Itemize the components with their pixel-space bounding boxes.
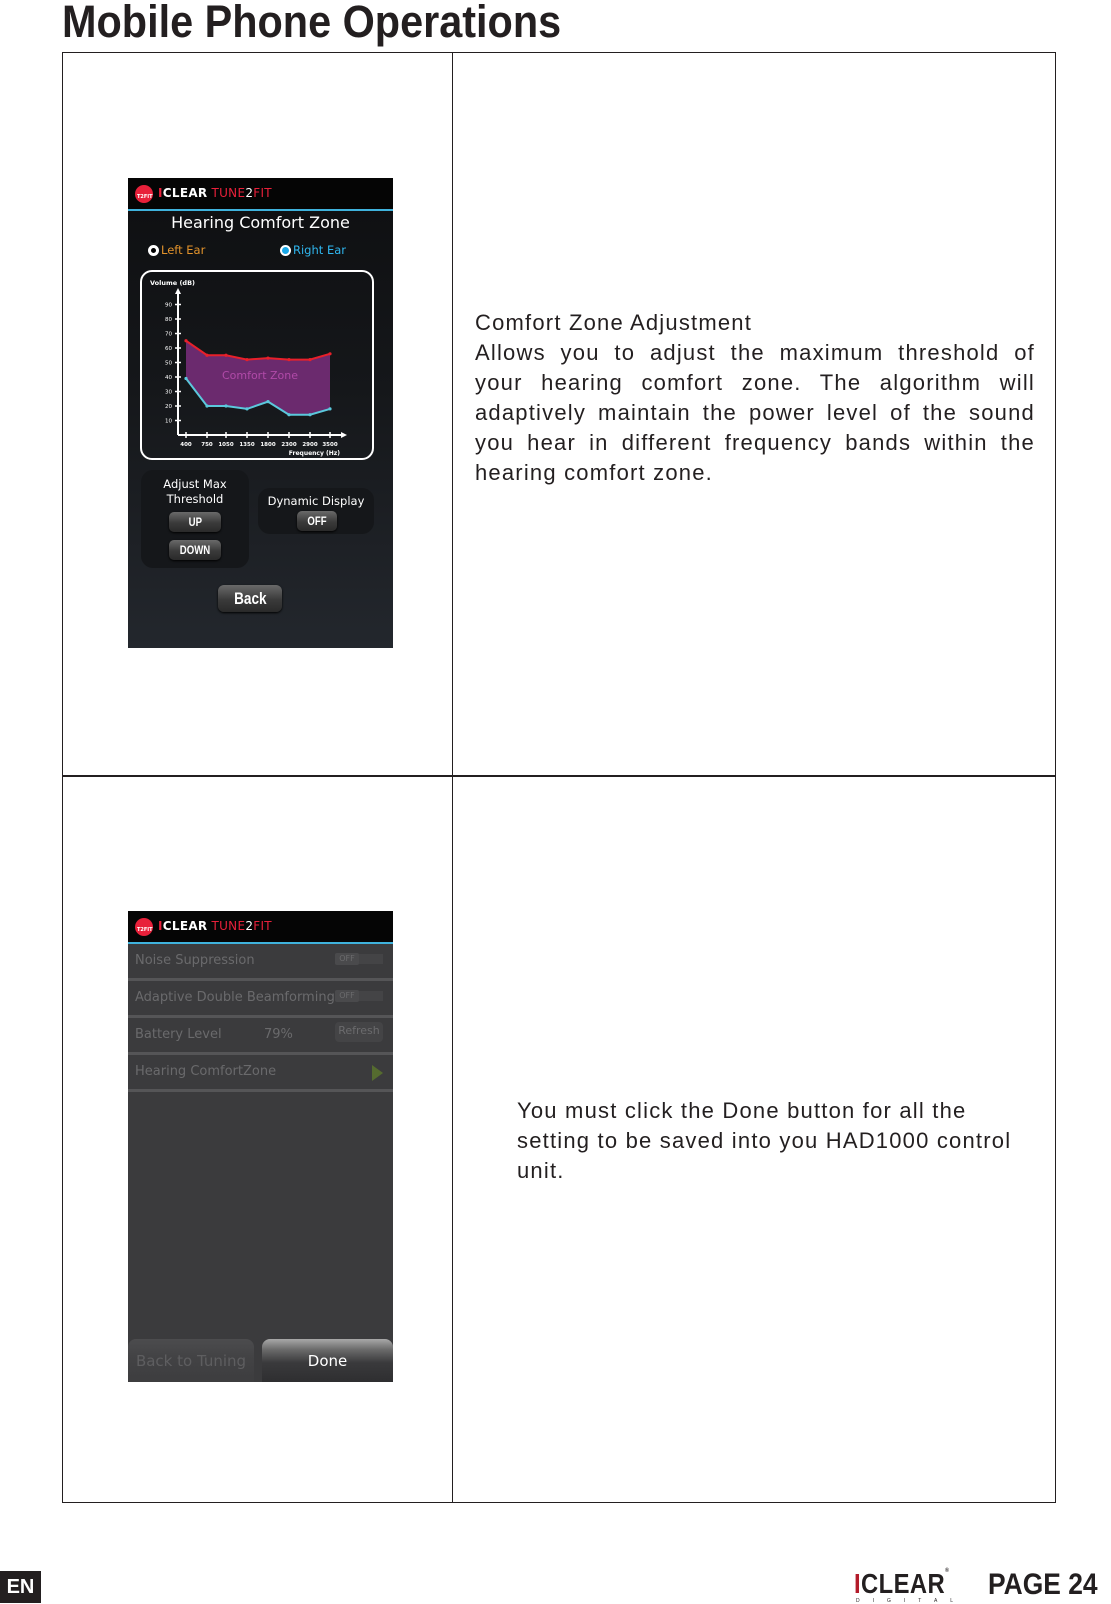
svg-text:30: 30 (165, 389, 172, 396)
setting-battery-level: Battery Level 79% Refresh (128, 1018, 393, 1055)
dynamic-display-label: Dynamic Display (267, 494, 365, 508)
description-heading: Comfort Zone Adjustment (475, 310, 753, 335)
setting-adaptive-beamforming: Adaptive Double Beamforming OFF (128, 981, 393, 1018)
dynamic-display-toggle[interactable]: OFF (297, 511, 337, 531)
up-button[interactable]: UP (169, 512, 221, 532)
back-to-tuning-tab[interactable]: Back to Tuning (128, 1339, 254, 1382)
noise-suppression-toggle[interactable]: OFF (335, 954, 383, 964)
svg-text:Frequency (Hz): Frequency (Hz) (288, 450, 340, 457)
svg-text:40: 40 (165, 375, 172, 381)
refresh-button[interactable]: Refresh (335, 1022, 383, 1042)
adjust-label: Adjust Max Threshold (163, 477, 227, 506)
svg-text:3500: 3500 (322, 442, 338, 448)
svg-text:1050: 1050 (218, 442, 234, 448)
svg-text:Volume (dB): Volume (dB) (150, 279, 195, 287)
row-divider (63, 775, 1055, 777)
settings-screen (128, 911, 393, 1382)
svg-text:Comfort Zone: Comfort Zone (221, 369, 299, 382)
description-body: Allows you to adjust the maximum threshold of your hearing comfort zone. The algorithm will adaptively maintain the power level of the sound you hear in different frequency bands within the hearing comfort zone. (475, 340, 1035, 485)
chevron-right-icon (372, 1065, 383, 1081)
dynamic-display-panel (258, 488, 374, 534)
page-number: PAGE 24 (988, 1568, 1098, 1601)
svg-text:60: 60 (165, 346, 172, 352)
screen-title: Hearing Comfort Zone (171, 213, 350, 232)
setting-noise-suppression: Noise Suppression OFF (128, 944, 393, 981)
adjust-threshold-panel (141, 470, 249, 568)
iclear-logo: ICLEAR® DIGITAL (854, 1568, 967, 1604)
app-name: ICLEAR TUNE2FIT (158, 919, 272, 933)
t2fit-logo-icon: T2FIT (135, 185, 153, 203)
t2fit-logo-icon: T2FIT (135, 918, 153, 936)
svg-text:80: 80 (165, 317, 172, 323)
app-header (128, 178, 393, 211)
comfort-zone-chart (140, 270, 374, 460)
svg-text:1800: 1800 (260, 442, 276, 448)
hearing-comfort-zone-screen (128, 178, 393, 648)
done-description (517, 1096, 1017, 1186)
svg-text:10: 10 (165, 418, 172, 425)
svg-text:2900: 2900 (302, 442, 318, 448)
setting-hearing-comfort-zone[interactable]: Hearing ComfortZone (128, 1055, 393, 1092)
beamforming-toggle[interactable]: OFF (335, 991, 383, 1001)
language-tab: EN (0, 1571, 41, 1603)
description-body: You must click the Done button for all the setting to be saved into you HAD1000 control unit. (517, 1098, 1012, 1183)
svg-text:400: 400 (180, 442, 192, 448)
done-tab[interactable]: Done (262, 1339, 393, 1382)
down-button[interactable]: DOWN (169, 540, 221, 560)
radio-selected-icon (280, 245, 291, 256)
app-name: ICLEAR TUNE2FIT (158, 186, 272, 200)
battery-value: 79% (264, 1027, 293, 1042)
app-header (128, 911, 393, 944)
svg-text:50: 50 (165, 360, 172, 367)
svg-text:20: 20 (165, 404, 172, 410)
column-divider (452, 53, 453, 1502)
left-ear-radio[interactable]: Left Ear (148, 243, 205, 257)
svg-text:70: 70 (165, 331, 172, 338)
svg-text:750: 750 (201, 442, 213, 448)
svg-text:90: 90 (165, 302, 172, 309)
radio-unselected-icon (148, 245, 159, 256)
page-title: Mobile Phone Operations (62, 0, 562, 47)
back-button[interactable]: Back (218, 585, 282, 612)
comfort-zone-description (475, 308, 1035, 488)
svg-text:2300: 2300 (281, 442, 297, 448)
svg-text:1350: 1350 (239, 442, 255, 448)
right-ear-radio[interactable]: Right Ear (280, 243, 346, 257)
